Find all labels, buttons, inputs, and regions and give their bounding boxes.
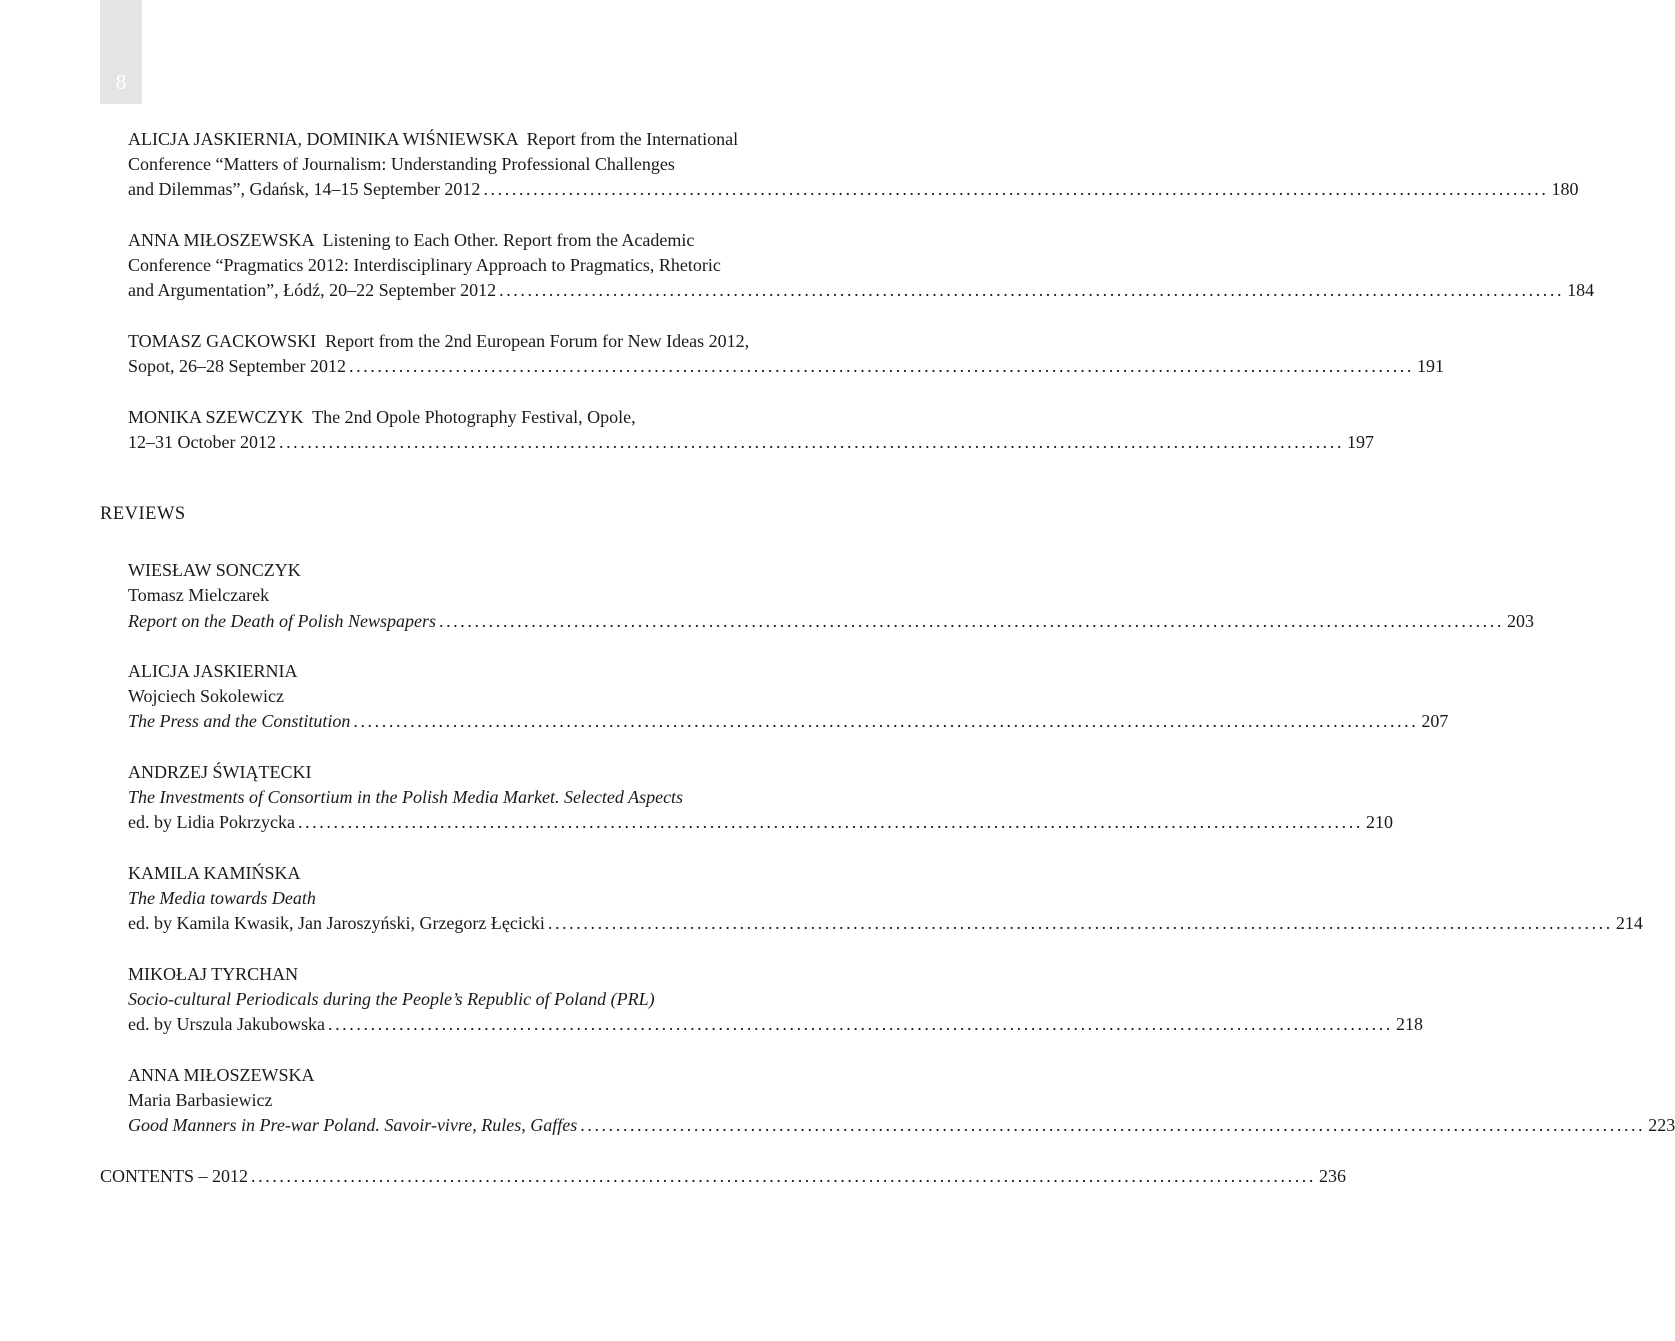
- reviewer-name: MIKOŁAJ TYRCHAN: [128, 963, 299, 984]
- reviewer-name: WIESŁAW SONCZYK: [128, 560, 301, 581]
- review-entry: [100, 962, 1423, 1038]
- leader-line[interactable]: [128, 278, 1595, 303]
- page-number: 8: [115, 70, 127, 94]
- contents-entry[interactable]: [100, 1164, 1346, 1189]
- entry-text: and Argumentation”, Łódź, 20–22 September 2012: [128, 280, 497, 301]
- table-of-contents: [100, 127, 1675, 1189]
- page-ref: 236: [1319, 1165, 1346, 1186]
- page-ref: 184: [1567, 280, 1595, 301]
- review-entry: [100, 558, 1534, 634]
- dot-leader: ......................................................................................................................................................: [327, 1014, 1393, 1035]
- leader-line[interactable]: [128, 177, 1579, 202]
- dot-leader: ......................................................................................................................................................: [438, 610, 1504, 631]
- page-ref: 180: [1551, 179, 1579, 200]
- review-entry: [100, 659, 1449, 735]
- entry-text: ed. by Lidia Pokrzycka: [128, 812, 295, 833]
- leader-line[interactable]: [128, 609, 1534, 634]
- book-author: Wojciech Sokolewicz: [128, 686, 284, 707]
- reviews-heading: REVIEWS: [100, 503, 186, 524]
- page-ref: 210: [1365, 812, 1393, 833]
- reviewer-name: ANNA MIŁOSZEWSKA: [128, 1064, 315, 1085]
- entry-line: ALICJA JASKIERNIA, DOMINIKA WIŚNIEWSKA Report from the International: [128, 129, 739, 149]
- leader-line[interactable]: [128, 430, 1374, 455]
- page-ref: 214: [1615, 913, 1643, 934]
- dot-leader: ......................................................................................................................................................: [353, 711, 1419, 732]
- book-title: Socio-cultural Periodicals during the People’s Republic of Poland (PRL): [128, 988, 655, 1009]
- dot-leader: ......................................................................................................................................................: [547, 913, 1613, 934]
- leader-line[interactable]: [128, 709, 1449, 734]
- dot-leader: ......................................................................................................................................................: [278, 431, 1344, 452]
- entry-text: Sopot, 26–28 September 2012: [128, 356, 346, 377]
- report-entry: [100, 127, 1579, 203]
- dot-leader: ......................................................................................................................................................: [251, 1165, 1316, 1186]
- entry-text: and Dilemmas”, Gdańsk, 14–15 September 2012: [128, 179, 481, 200]
- entry-text: 12–31 October 2012: [128, 431, 276, 452]
- dot-leader: ......................................................................................................................................................: [349, 356, 1414, 377]
- entry-text: The Press and the Constitution: [128, 711, 351, 732]
- entry-line: MONIKA SZEWCZYK The 2nd Opole Photography Festival, Opole,: [128, 406, 636, 427]
- review-entry: [100, 760, 1393, 836]
- page-ref: 203: [1506, 610, 1534, 631]
- book-title: The Investments of Consortium in the Polish Media Market. Selected Aspects: [128, 787, 684, 808]
- entry-text: ed. by Kamila Kwasik, Jan Jaroszyński, Grzegorz Łęcicki: [128, 913, 545, 934]
- entry-line: TOMASZ GACKOWSKI Report from the 2nd European Forum for New Ideas 2012,: [128, 330, 750, 351]
- reviewer-name: ALICJA JASKIERNIA: [128, 661, 298, 682]
- book-author: Tomasz Mielczarek: [128, 585, 270, 606]
- book-author: Maria Barbasiewicz: [128, 1089, 273, 1110]
- page-ref: 218: [1395, 1014, 1423, 1035]
- leader-line[interactable]: [128, 1012, 1423, 1037]
- reviewer-name: KAMILA KAMIŃSKA: [128, 862, 301, 883]
- entry-line: ANNA MIŁOSZEWSKA Listening to Each Other. Report from the Academic: [128, 229, 695, 250]
- review-entry: [100, 1063, 1675, 1139]
- reviewer-name: ANDRZEJ ŚWIĄTECKI: [128, 761, 312, 782]
- report-entry: [100, 329, 1444, 379]
- page-ref: 197: [1346, 431, 1374, 452]
- entry-line: Conference “Pragmatics 2012: Interdisciplinary Approach to Pragmatics, Rhetoric: [128, 255, 721, 276]
- reviews-section: [100, 558, 1675, 1138]
- reports-section: [100, 127, 1595, 455]
- page-ref: 207: [1421, 711, 1449, 732]
- entry-text: Good Manners in Pre-war Poland. Savoir-vivre, Rules, Gaffes: [128, 1115, 578, 1136]
- page-ref: 223: [1648, 1115, 1675, 1136]
- leader-line[interactable]: [128, 354, 1444, 379]
- report-entry: [100, 228, 1595, 304]
- review-entry: [100, 861, 1643, 937]
- entry-line: Conference “Matters of Journalism: Understanding Professional Challenges: [128, 154, 675, 175]
- dot-leader: ......................................................................................................................................................: [580, 1115, 1646, 1136]
- report-entry: [100, 405, 1374, 455]
- dot-leader: ......................................................................................................................................................: [499, 280, 1565, 301]
- leader-line[interactable]: [128, 1113, 1675, 1138]
- book-title: The Media towards Death: [128, 888, 316, 909]
- dot-leader: ......................................................................................................................................................: [483, 179, 1549, 200]
- contents-label: CONTENTS – 2012: [100, 1165, 248, 1186]
- entry-text: ed. by Urszula Jakubowska: [128, 1014, 325, 1035]
- leader-line[interactable]: [128, 911, 1643, 936]
- entry-text: Report on the Death of Polish Newspapers: [128, 610, 436, 631]
- leader-line[interactable]: [128, 810, 1393, 835]
- dot-leader: ......................................................................................................................................................: [297, 812, 1363, 833]
- page-ref: 191: [1417, 356, 1444, 377]
